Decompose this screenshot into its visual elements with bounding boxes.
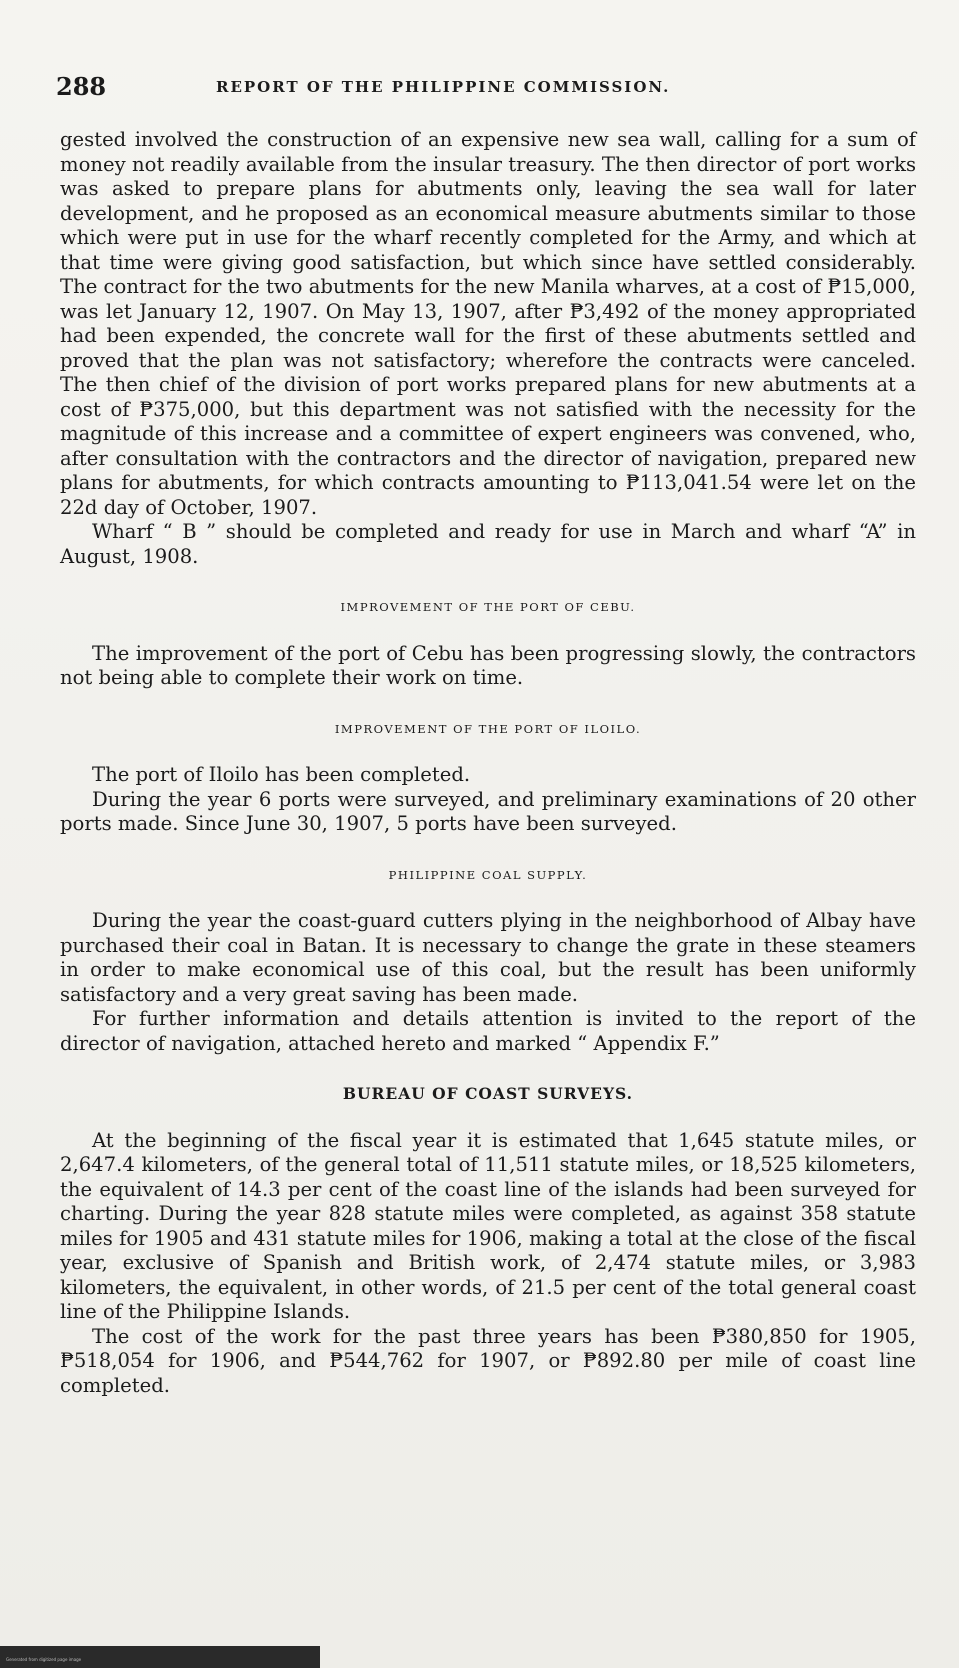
scan-footer-note: Generated from digitized page image	[6, 1657, 82, 1662]
page-body	[60, 128, 916, 1398]
heading-port-of-cebu: IMPROVEMENT OF THE PORT OF CEBU.	[340, 600, 636, 614]
paragraph-wharf-completion: Wharf “ B ” should be completed and ready for use in March and wharf “A” in August, 1908.	[60, 520, 916, 568]
paragraph-sea-wall: gested involved the construction of an expensive new sea wall, calling for a sum of money not readily available from the insular treasury. The then director of port works was asked to prepare plans for abutments only, leaving the sea wall for later development, and he proposed as an economical measure abutments similar to those which were put in use for the wharf recently completed for the Army, and which at that time were giving good satisfaction, but which since have settled considerably. The contract for the two abutments for the new Manila wharves, at a cost of ₱15,000, was let January 12, 1907. On May 13, 1907, after ₱3,492 of the money appropriated had been expended, the concrete wall for the first of these abutments settled and proved that the plan was not satisfactory; wherefore the contracts were canceled. The then chief of the division of port works prepared plans for new abutments at a cost of ₱375,000, but this department was not satisfied with the necessity for the magnitude of this increase and a committee of expert engineers was convened, who, after consultation with the contractors and the director of navigation, prepared new plans for abutments, for which contracts amounting to ₱113,041.54 were let on the 22d day of October, 1907.	[60, 128, 916, 519]
page-number: 288	[56, 72, 107, 101]
paragraph-cebu: The improvement of the port of Cebu has been progressing slowly, the contractors not being able to complete their work on time.	[60, 641, 916, 689]
heading-coast-surveys: BUREAU OF COAST SURVEYS.	[342, 1084, 634, 1103]
scan-footer-strip	[0, 1646, 320, 1668]
paragraph-survey-miles: At the beginning of the fiscal year it is estimated that 1,645 statute miles, or 2,647.4 kilometers, of the general total of 11,511 statute miles, or 18,525 kilometers, the equivalent of 14.3 per cent of the coast line of the islands had been surveyed for charting. During the year 828 statute miles were completed, as against 358 statute miles for 1905 and 431 statute miles for 1906, making a total at the close of the fiscal year, exclusive of Spanish and British work, of 2,474 statute miles, or 3,983 kilometers, the equivalent, in other words, of 21.5 per cent of the total general coast line of the Philippine Islands.	[60, 1128, 916, 1323]
paragraph-survey-cost: The cost of the work for the past three years has been ₱380,850 for 1905, ₱518,054 for 1906, and ₱544,762 for 1907, or ₱892.80 per mile of coast line completed.	[60, 1324, 916, 1397]
paragraph-iloilo-completed: The port of Iloilo has been completed.	[92, 763, 471, 786]
running-head: REPORT OF THE PHILIPPINE COMMISSION.	[216, 78, 671, 96]
paragraph-appendix-f: For further information and details attention is invited to the report of the director of navigation, attached hereto and marked “ Appendix F.”	[60, 1007, 916, 1055]
paragraph-ports-surveyed: During the year 6 ports were surveyed, and preliminary examinations of 20 other ports made. Since June 30, 1907, 5 ports have been surveyed.	[60, 787, 916, 835]
page-header	[56, 72, 916, 108]
heading-port-of-iloilo: IMPROVEMENT OF THE PORT OF ILOILO.	[334, 721, 642, 736]
paragraph-coal: During the year the coast-guard cutters plying in the neighborhood of Albay have purchased their coal in Batan. It is necessary to change the grate in these steamers in order to make economical use of this coal, but the result has been uniformly satisfactory and a very great saving has been made.	[60, 909, 916, 1006]
heading-coal-supply: PHILIPPINE COAL SUPPLY.	[388, 867, 588, 882]
